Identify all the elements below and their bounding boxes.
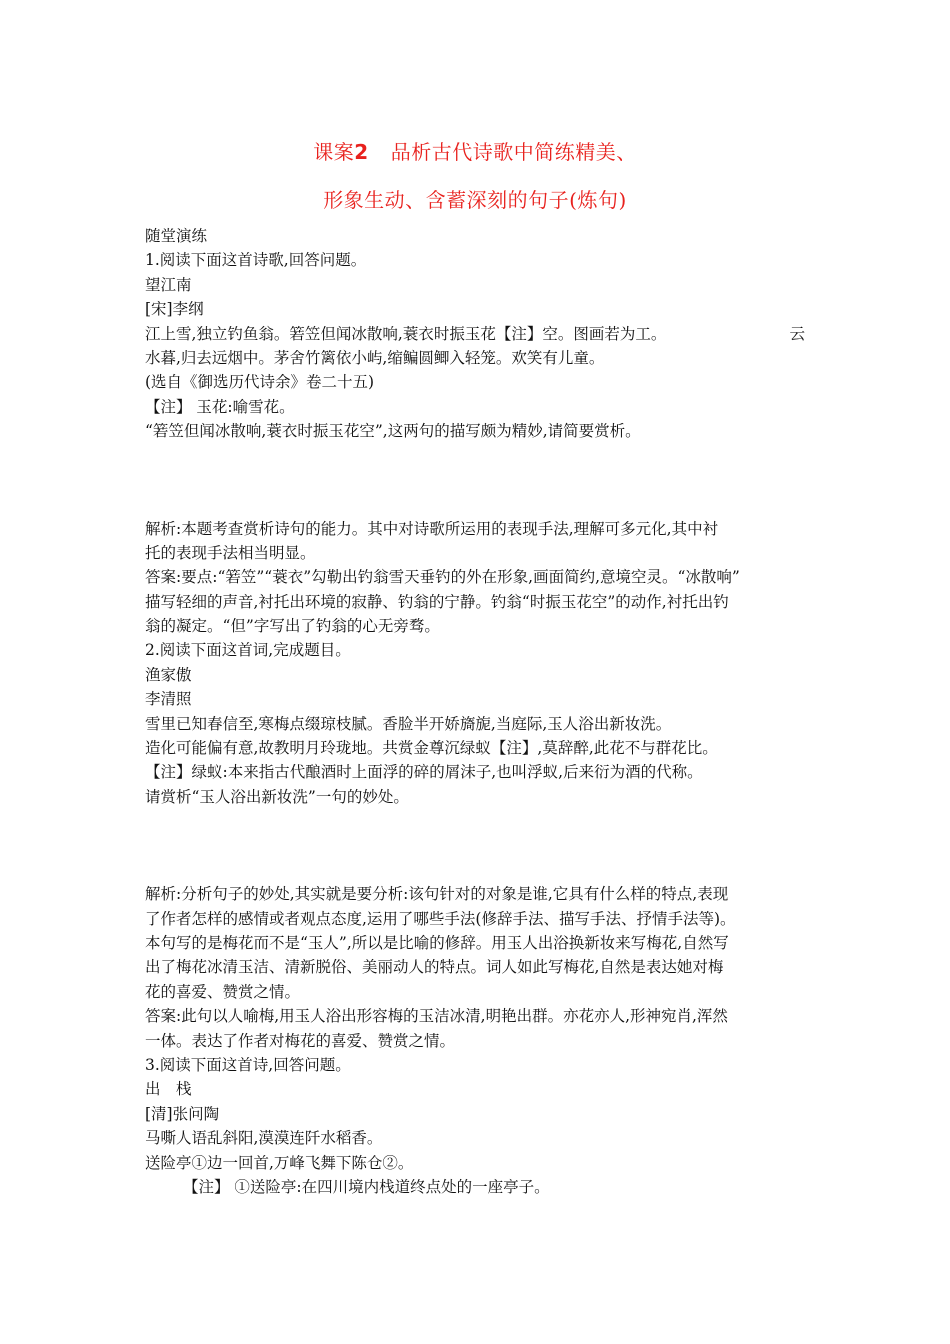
q2-question: 请赏析“玉人浴出新妆洗”一句的妙处。 xyxy=(145,787,409,806)
q2-poem-line2: 造化可能偏有意,故教明月玲珑地。共赏金尊沉绿蚁【注】,莫辞醉,此花不与群花比。 xyxy=(145,739,718,758)
q3-poem-line1: 马嘶人语乱斜阳,漠漠连阡水稻香。 xyxy=(145,1129,383,1148)
q3-note: 【注】 ①送险亭:在四川境内栈道终点处的一座亭子。 xyxy=(183,1177,550,1196)
q2-prompt: 2.阅读下面这首词,完成题目。 xyxy=(145,641,351,660)
q1-poem-line1 xyxy=(145,322,805,346)
q1-analysis-line2: 托的表现手法相当明显。 xyxy=(145,543,316,562)
q2-author: 李清照 xyxy=(145,690,192,709)
title-rest: 品析古代诗歌中简练精美、 xyxy=(390,140,637,164)
q1-question: “箬笠但闻冰散响,蓑衣时振玉花空”,这两句的描写颇为精妙,请简要赏析。 xyxy=(145,422,641,441)
q1-poem-line2: 水暮,归去远烟中。茅舍竹篱依小屿,缩鳊圆鲫入轻笼。欢笑有儿童。 xyxy=(145,348,605,367)
q1-answer-line3: 翁的凝定。“但”字写出了钓翁的心无旁骛。 xyxy=(145,617,440,636)
q1-poem-line1-end: 云 xyxy=(789,324,805,343)
q2-analysis-line1: 解析:分析句子的妙处,其实就是要分析:该句针对的对象是谁,它具有什么样的特点,表现 xyxy=(145,885,729,904)
q3-author: [清]张问陶 xyxy=(145,1104,220,1123)
title-prefix: 课案 xyxy=(313,140,355,164)
document-body xyxy=(145,224,805,1199)
q2-note: 【注】绿蚁:本来指古代酿酒时上面浮的碎的屑沫子,也叫浮蚁,后来衍为酒的代称。 xyxy=(145,763,703,782)
q2-analysis-line3: 本句写的是梅花而不是“玉人”,所以是比喻的修辞。用玉人出浴换新妆来写梅花,自然写 xyxy=(145,933,729,952)
q1-source: (选自《御选历代诗余》卷二十五) xyxy=(145,373,375,392)
section-heading: 随堂演练 xyxy=(145,227,208,245)
q1-analysis-line1: 解析:本题考查赏析诗句的能力。其中对诗歌所运用的表现手法,理解可多元化,其中衬 xyxy=(145,519,719,538)
q2-poem-line1: 雪里已知春信至,寒梅点缀琼枝腻。香脸半开娇旖旎,当庭际,玉人浴出新妆洗。 xyxy=(145,714,672,733)
q2-answer-line1: 答案:此句以人喻梅,用玉人浴出形容梅的玉洁冰清,明艳出群。亦花亦人,形神宛肖,浑然 xyxy=(145,1007,728,1026)
answer-space xyxy=(145,809,805,882)
lesson-title-line1 xyxy=(0,136,950,165)
lesson-number: 2 xyxy=(354,140,369,164)
q3-prompt: 3.阅读下面这首诗,回答问题。 xyxy=(145,1055,351,1074)
q2-answer-line2: 一体。表达了作者对梅花的喜爱、赞赏之情。 xyxy=(145,1031,456,1050)
q3-poem-line2: 送险亭①边一回首,万峰飞舞下陈仓②。 xyxy=(145,1153,414,1172)
q2-analysis-line2: 了作者怎样的感情或者观点态度,运用了哪些手法(修辞手法、描写手法、抒情手法等)。 xyxy=(145,909,736,928)
q2-poem-title: 渔家傲 xyxy=(145,665,192,684)
q1-author: [宋]李纲 xyxy=(145,300,204,319)
lesson-title-line2: 形象生动、含蓄深刻的句子(炼句) xyxy=(323,188,627,212)
q1-poem-title: 望江南 xyxy=(145,275,192,294)
q2-analysis-line5: 花的喜爱、赞赏之情。 xyxy=(145,982,301,1001)
q2-analysis-line4: 出了梅花冰清玉洁、清新脱俗、美丽动人的特点。词人如此写梅花,自然是表达她对梅 xyxy=(145,958,724,977)
q1-prompt: 1.阅读下面这首诗歌,回答问题。 xyxy=(145,251,367,270)
q3-poem-title: 出 栈 xyxy=(145,1080,192,1099)
answer-space xyxy=(145,444,805,517)
q1-answer-line2: 描写轻细的声音,衬托出环境的寂静、钓翁的宁静。钓翁“时振玉花空”的动作,衬托出钓 xyxy=(145,592,729,611)
q1-poem-line1-text: 江上雪,独立钓鱼翁。箬笠但闻冰散响,蓑衣时振玉花【注】空。图画若为工。 xyxy=(145,324,667,343)
q1-note: 【注】 玉花:喻雪花。 xyxy=(145,397,295,416)
q1-answer-line1: 答案:要点:“箬笠”“蓑衣”勾勒出钓翁雪天垂钓的外在形象,画面简约,意境空灵。“冰散响” xyxy=(145,568,740,587)
